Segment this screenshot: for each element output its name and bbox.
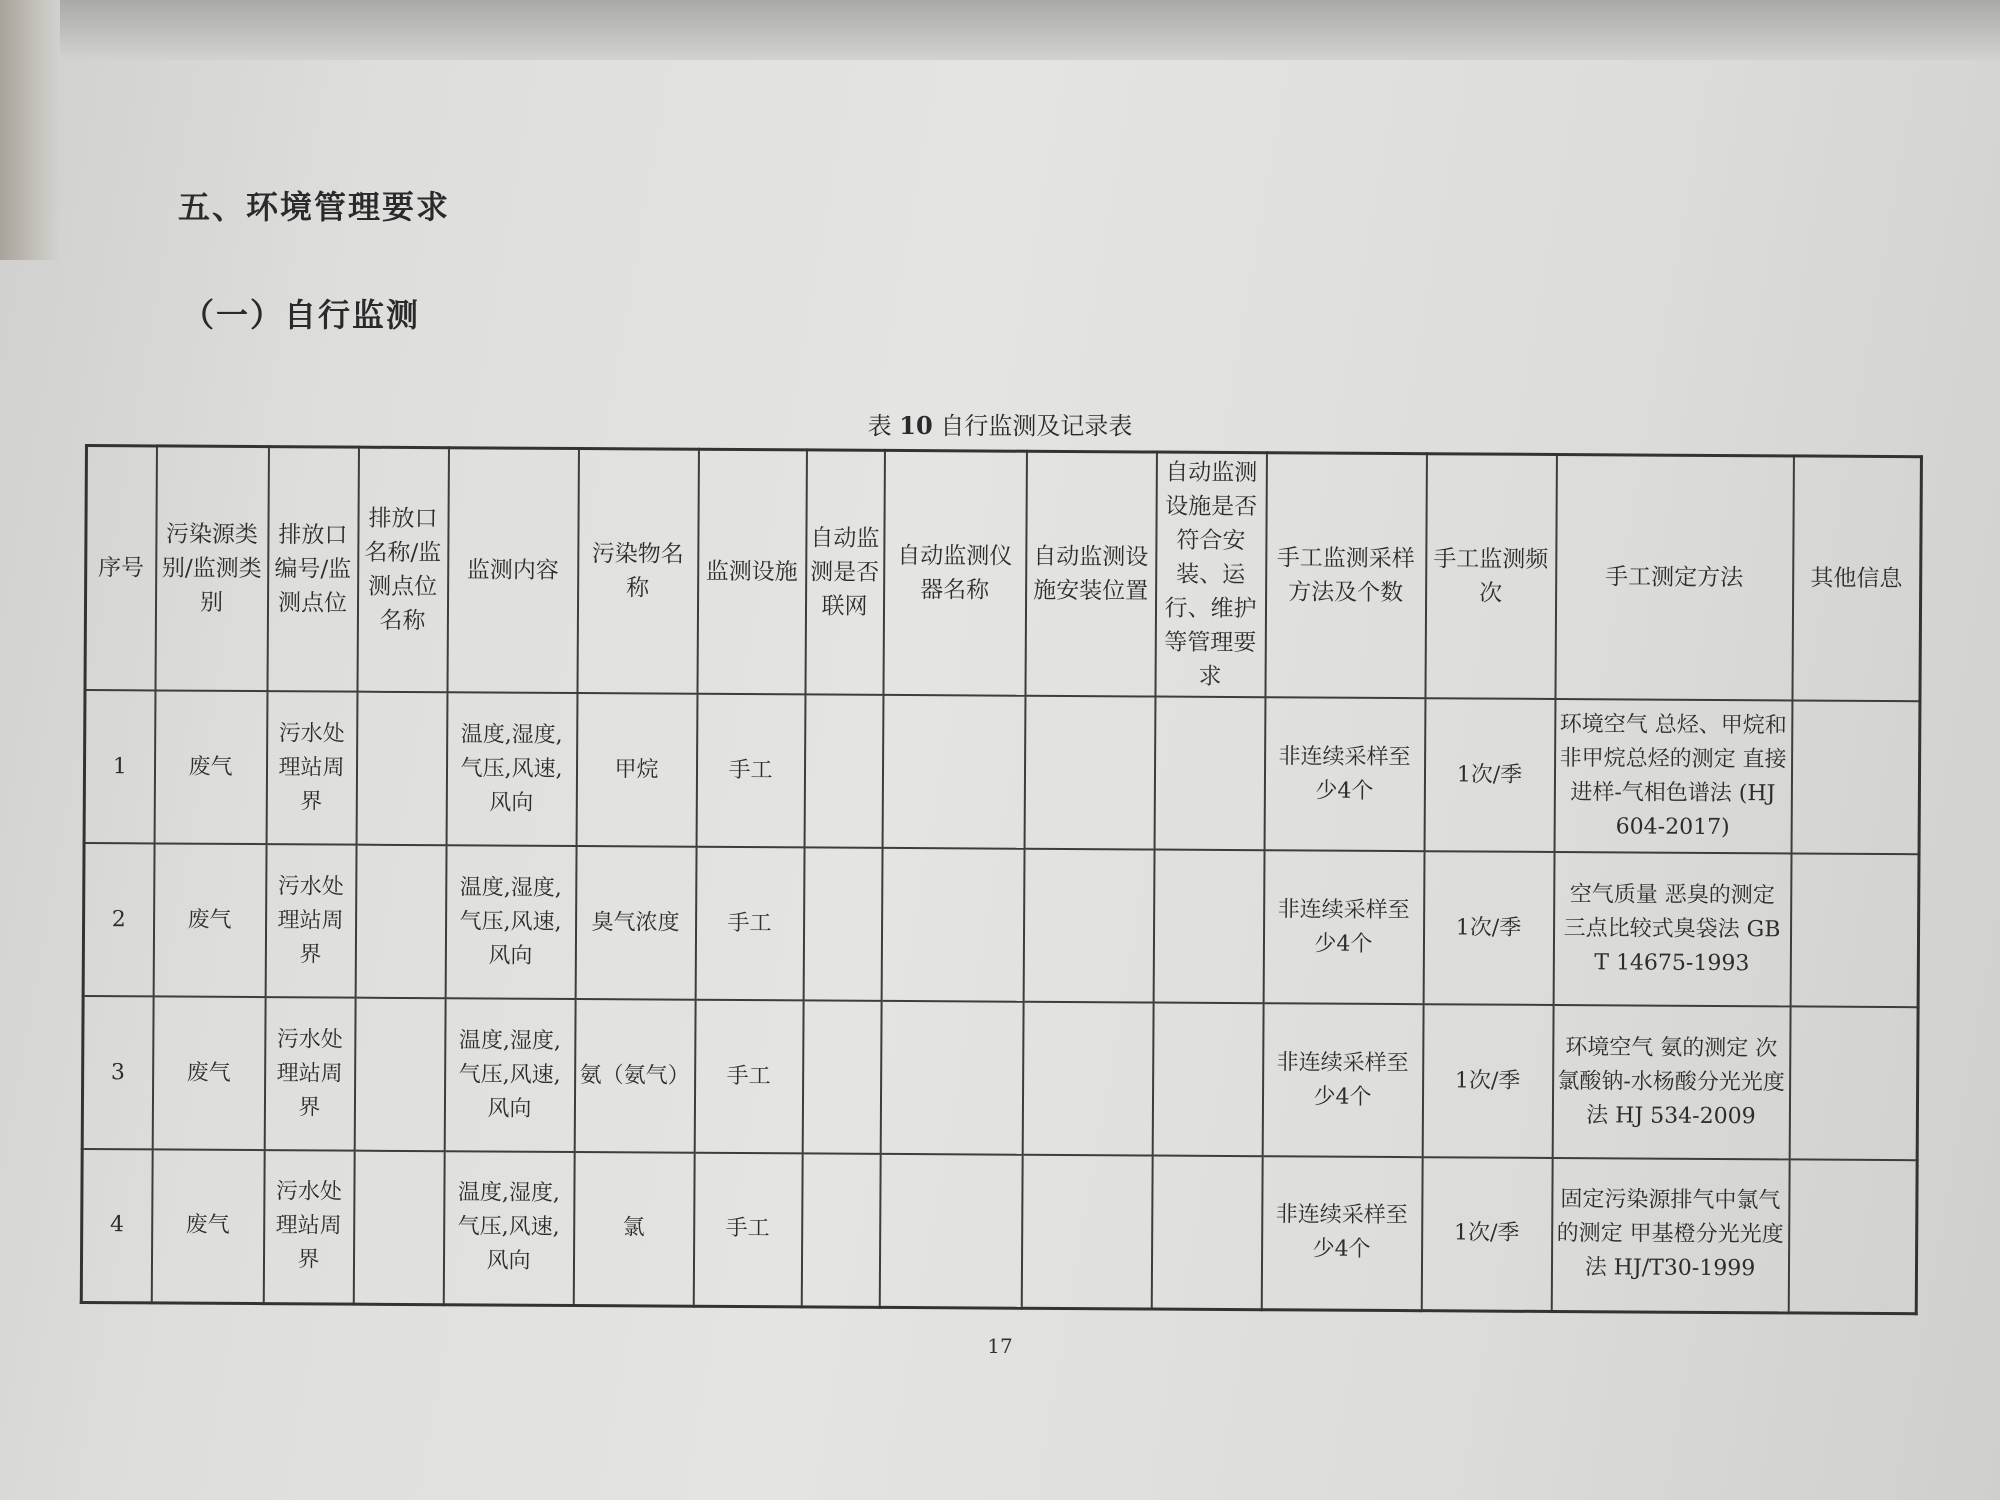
table-cell: 非连续采样至少4个 (1261, 1156, 1422, 1310)
table-cell: 污水处理站周界 (266, 691, 357, 845)
table-cell: 环境空气 氨的测定 次氯酸钠-水杨酸分光光度法 HJ 534-2009 (1552, 1005, 1790, 1159)
header-cell: 排放口编号/监测点位 (267, 447, 358, 692)
page-top-edge (60, 0, 2000, 60)
table-cell: 氯 (573, 1152, 694, 1306)
table-caption-prefix: 表 (867, 412, 892, 440)
table-cell (1151, 1156, 1262, 1310)
table-cell: 温度,湿度,气压,风速,风向 (443, 1151, 574, 1305)
table-cell (1152, 1003, 1263, 1157)
table-caption-title: 自行监测及记录表 (940, 412, 1133, 440)
table-cell (803, 847, 882, 1000)
header-cell: 手工测定方法 (1555, 454, 1793, 700)
header-cell: 自动监测设施安装位置 (1025, 451, 1156, 696)
table-cell: 4 (81, 1149, 152, 1302)
table-row (83, 843, 1919, 1007)
header-cell: 排放口名称/监测点位名称 (357, 447, 448, 692)
table-cell: 1次/季 (1424, 698, 1555, 852)
table-cell (1022, 1002, 1153, 1156)
table-cell (1154, 697, 1265, 851)
table-cell (801, 1153, 880, 1306)
header-cell: 自动监测是否联网 (805, 450, 884, 695)
table-cell (1790, 853, 1919, 1007)
table-cell (1788, 1159, 1917, 1313)
table-cell: 废气 (153, 843, 266, 997)
table-cell (355, 845, 446, 999)
table-cell: 1 (84, 690, 155, 843)
header-cell: 自动监测仪器名称 (883, 450, 1026, 695)
header-cell: 手工监测采样方法及个数 (1265, 453, 1426, 698)
table-cell: 手工 (693, 1153, 802, 1307)
table-cell: 氨（氨气） (574, 999, 695, 1153)
header-cell: 污染源类别/监测类别 (155, 446, 268, 691)
header-cell: 手工监测频次 (1425, 454, 1556, 699)
page-number: 17 (987, 1334, 1013, 1358)
table-cell: 非连续采样至少4个 (1262, 1003, 1423, 1157)
table-cell (881, 848, 1024, 1002)
header-cell: 监测内容 (447, 448, 578, 693)
table-cell: 非连续采样至少4个 (1263, 850, 1424, 1004)
table-row (81, 1149, 1917, 1313)
table-cell (802, 1000, 881, 1153)
table-cell (880, 1001, 1023, 1155)
table-cell: 温度,湿度,气压,风速,风向 (446, 692, 577, 846)
table-cell (1024, 696, 1155, 850)
table-cell (882, 695, 1025, 849)
table-cell: 空气质量 恶臭的测定 三点比较式臭袋法 GB T 14675-1993 (1553, 852, 1791, 1006)
table-cell: 1次/季 (1421, 1157, 1552, 1311)
header-cell: 污染物名称 (577, 449, 698, 694)
table-cell (1791, 700, 1920, 854)
table-cell (354, 998, 445, 1152)
table-cell (1023, 849, 1154, 1003)
table-cell: 手工 (694, 1000, 803, 1154)
table-caption-number: 10 (899, 411, 933, 440)
header-cell: 自动监测设施是否符合安装、运行、维护等管理要求 (1155, 452, 1266, 697)
table-cell: 2 (83, 843, 154, 996)
table-cell: 温度,湿度,气压,风速,风向 (445, 845, 576, 999)
subsection-title: （一）自行监测 (182, 296, 421, 334)
header-cell: 序号 (85, 446, 156, 691)
table-cell: 手工 (696, 694, 805, 848)
table-cell (1153, 850, 1264, 1004)
self-monitoring-table (80, 444, 1923, 1315)
table-cell (353, 1151, 444, 1305)
table-cell (356, 692, 447, 846)
table-row (84, 690, 1920, 854)
table-header-row (85, 446, 1921, 702)
binding-edge (0, 0, 60, 260)
table-cell: 1次/季 (1422, 1004, 1553, 1158)
table-row (82, 996, 1918, 1160)
table-cell (879, 1154, 1022, 1308)
section-title: 五、环境管理要求 (178, 188, 451, 226)
table-cell: 固定污染源排气中氯气的测定 甲基橙分光光度法 HJ/T30-1999 (1551, 1158, 1789, 1312)
table-cell: 臭气浓度 (575, 846, 696, 1000)
table-cell: 温度,湿度,气压,风速,风向 (444, 998, 575, 1152)
table-cell: 污水处理站周界 (263, 1150, 354, 1304)
table-cell: 1次/季 (1423, 851, 1554, 1005)
table-cell: 手工 (695, 847, 804, 1001)
table-cell: 3 (82, 996, 153, 1149)
table-cell: 废气 (152, 996, 265, 1150)
table-cell (804, 694, 883, 847)
table-cell: 污水处理站周界 (265, 844, 356, 998)
table-cell: 污水处理站周界 (264, 997, 355, 1151)
header-cell: 监测设施 (697, 449, 806, 694)
table-cell: 环境空气 总烃、甲烷和非甲烷总烃的测定 直接进样-气相色谱法 (HJ 604-2017) (1554, 699, 1792, 853)
table-cell: 废气 (154, 690, 267, 844)
table-caption (0, 406, 2000, 441)
table-cell: 非连续采样至少4个 (1264, 697, 1425, 851)
table-cell (1021, 1155, 1152, 1309)
table-cell: 甲烷 (576, 693, 697, 847)
table-cell (1789, 1006, 1918, 1160)
header-cell: 其他信息 (1792, 456, 1921, 701)
table-cell: 废气 (151, 1149, 264, 1303)
